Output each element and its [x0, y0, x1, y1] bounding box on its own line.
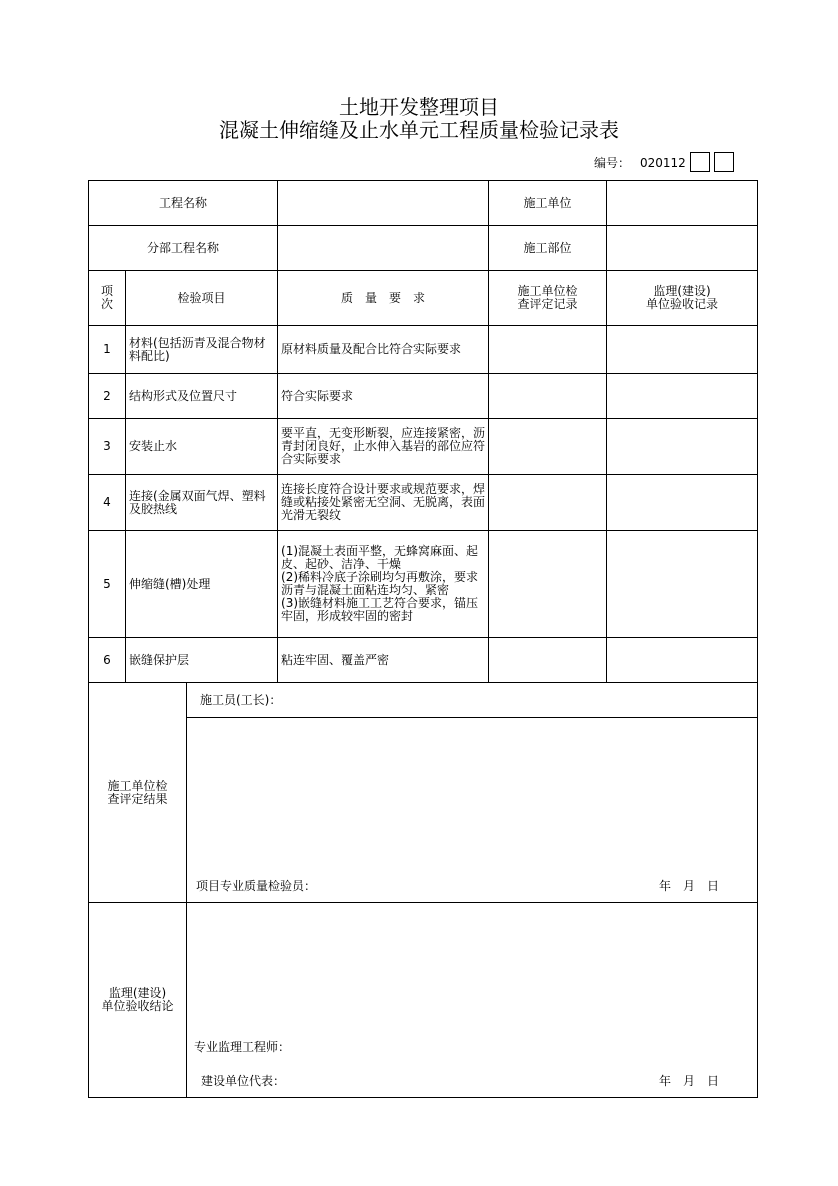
row-self-check-cell[interactable]: [489, 638, 607, 683]
code-box-2[interactable]: [714, 152, 734, 172]
row-self-check-cell[interactable]: [489, 475, 607, 531]
row-requirement: (1)混凝土表面平整，无蜂窝麻面、起皮、起砂、洁净、干燥 (2)稀料冷底子涂刷均匀再敷涂，要求沥青与混凝土面粘连均匀、紧密 (3)嵌缝材料施工工艺符合要求，锚压牢固，形成较牢固的密封: [278, 531, 489, 638]
table-row: [89, 326, 758, 374]
code-label: 编号：: [594, 156, 631, 170]
header-row-project: [89, 181, 758, 226]
row-self-check-cell[interactable]: [489, 531, 607, 638]
row-no: 3: [89, 419, 126, 475]
col-supervision-header: 监理(建设) 单位验收记录: [607, 271, 758, 326]
construction-result-body-row: [89, 718, 758, 903]
col-self-check-header: 施工单位检 查评定记录: [489, 271, 607, 326]
row-no: 4: [89, 475, 126, 531]
row-self-check-cell[interactable]: [489, 326, 607, 374]
table-row: [89, 374, 758, 419]
row-item: 伸缩缝(槽)处理: [126, 531, 278, 638]
column-header-row: [89, 271, 758, 326]
row-item: 安装止水: [126, 419, 278, 475]
supervision-date-label: 年 月 日: [659, 1074, 720, 1088]
row-requirement: 粘连牢固、覆盖严密: [278, 638, 489, 683]
row-supervision-cell[interactable]: [607, 531, 758, 638]
table-row: [89, 419, 758, 475]
row-requirement: 连接长度符合设计要求或规范要求，焊缝或粘接处紧密无空洞、无脱离，表面光滑无裂纹: [278, 475, 489, 531]
row-item: 材料(包括沥青及混合物材料配比): [126, 326, 278, 374]
row-item: 连接(金属双面气焊、塑料及胶热线: [126, 475, 278, 531]
supervision-result-area[interactable]: [187, 903, 758, 1098]
row-supervision-cell[interactable]: [607, 475, 758, 531]
row-item: 嵌缝保护层: [126, 638, 278, 683]
sub-project-label: 分部工程名称: [89, 226, 278, 271]
row-supervision-cell[interactable]: [607, 326, 758, 374]
construction-unit-label: 施工单位: [489, 181, 607, 226]
row-self-check-cell[interactable]: [489, 374, 607, 419]
construction-result-label: 施工单位检 查评定结果: [89, 683, 187, 903]
quality-inspector-label: 项目专业质量检验员：: [196, 879, 317, 893]
project-name-value[interactable]: [278, 181, 489, 226]
row-requirement: 原材料质量及配合比符合实际要求: [278, 326, 489, 374]
table-row: [89, 475, 758, 531]
code-box-1[interactable]: [690, 152, 710, 172]
inspection-form-table: [88, 180, 758, 1098]
construction-result-area[interactable]: [187, 718, 758, 903]
form-title-line1: 土地开发整理项目: [339, 95, 499, 119]
row-item: 结构形式及位置尺寸: [126, 374, 278, 419]
header-row-subproject: [89, 226, 758, 271]
row-no: 5: [89, 531, 126, 638]
row-no: 2: [89, 374, 126, 419]
supervision-engineer-label: 专业监理工程师：: [194, 1040, 291, 1054]
row-requirement: 符合实际要求: [278, 374, 489, 419]
row-no: 1: [89, 326, 126, 374]
row-supervision-cell[interactable]: [607, 638, 758, 683]
supervision-result-row: [89, 903, 758, 1098]
col-item-header: 检验项目: [126, 271, 278, 326]
code-value: 020112: [640, 156, 686, 170]
construction-date-label: 年 月 日: [659, 879, 720, 893]
row-requirement: 要平直，无变形断裂，应连接紧密，沥青封闭良好，止水伸入基岩的部位应符合实际要求: [278, 419, 489, 475]
project-name-label: 工程名称: [89, 181, 278, 226]
owner-representative-label: 建设单位代表：: [201, 1074, 286, 1088]
row-supervision-cell[interactable]: [607, 374, 758, 419]
construction-part-value[interactable]: [607, 226, 758, 271]
row-supervision-cell[interactable]: [607, 419, 758, 475]
col-requirement-header: 质 量 要 求: [278, 271, 489, 326]
sub-project-value[interactable]: [278, 226, 489, 271]
construction-part-label: 施工部位: [489, 226, 607, 271]
table-row: [89, 531, 758, 638]
supervision-result-label: 监理(建设) 单位验收结论: [89, 903, 187, 1098]
col-no-header: 项 次: [89, 271, 126, 326]
form-title-line2: 混凝土伸缩缝及止水单元工程质量检验记录表: [219, 118, 619, 142]
row-self-check-cell[interactable]: [489, 419, 607, 475]
row-no: 6: [89, 638, 126, 683]
table-row: [89, 638, 758, 683]
construction-unit-value[interactable]: [607, 181, 758, 226]
foreman-label: 施工员(工长)：: [187, 683, 758, 718]
construction-result-foreman-row: [89, 683, 758, 718]
